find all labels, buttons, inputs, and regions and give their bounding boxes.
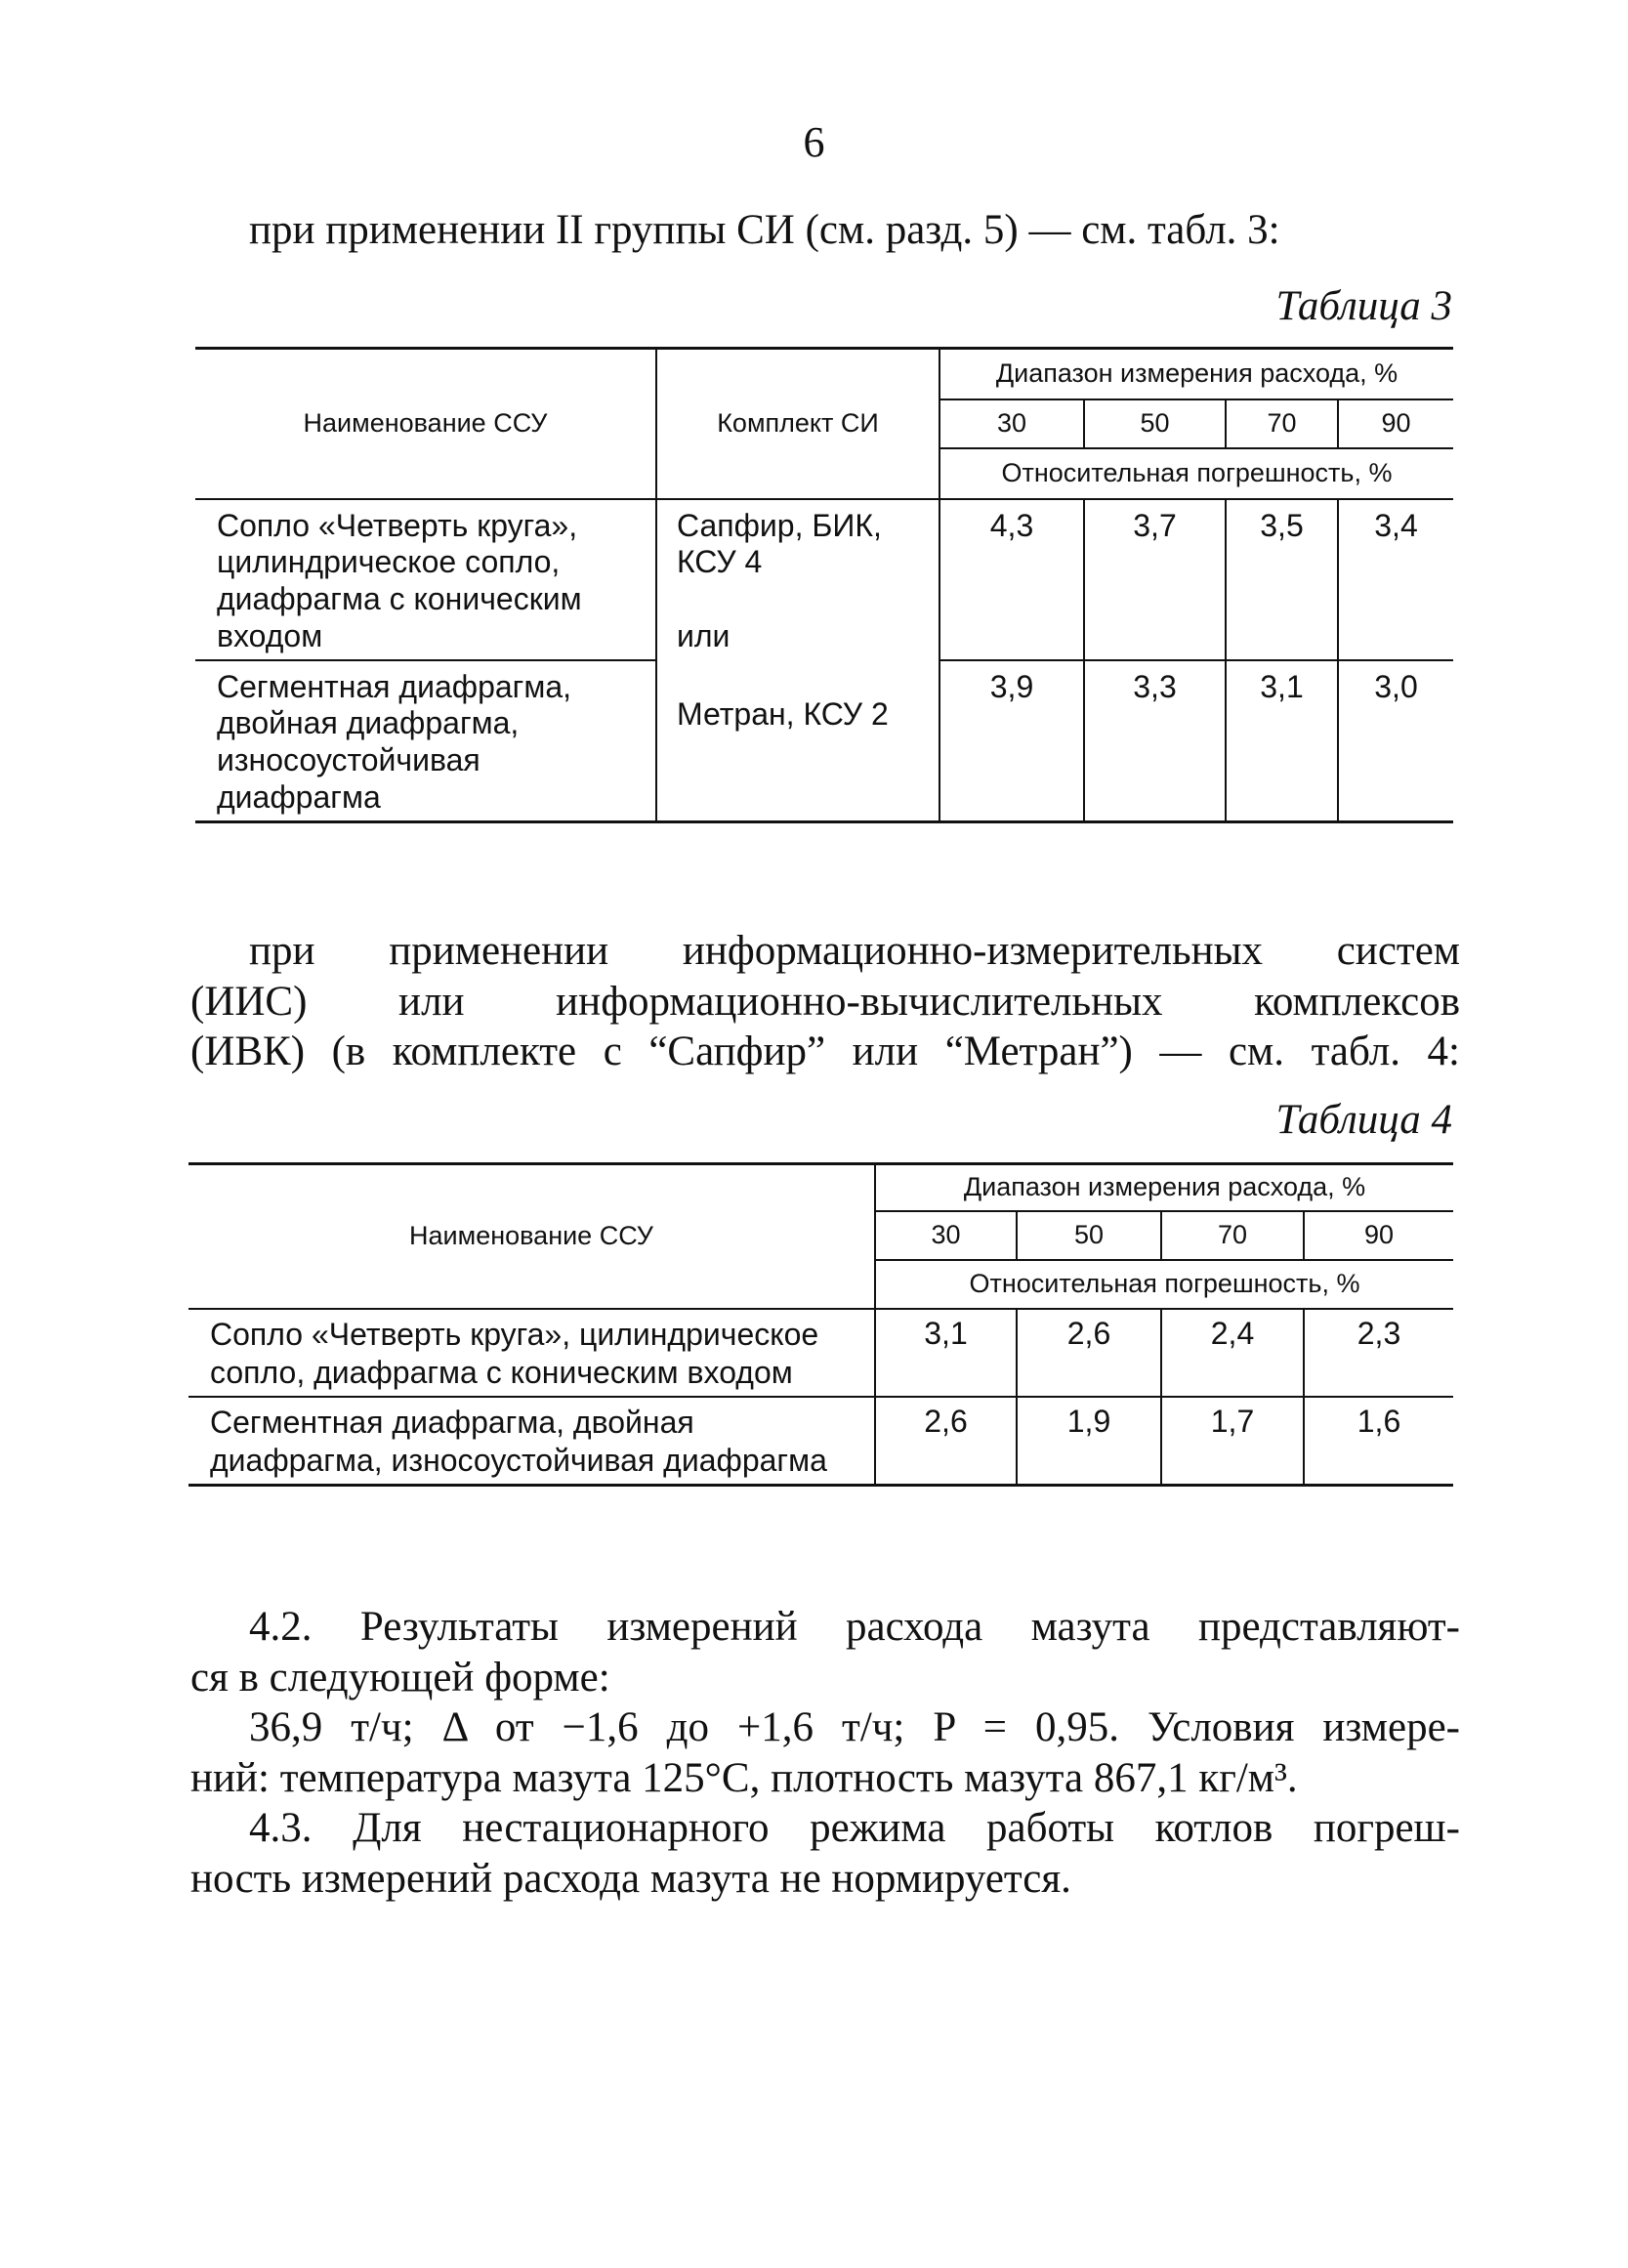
s43-line-1: 4.3. Для нестационарного режима работы котлов погреш- [249, 1805, 1460, 1852]
para2-line-2: (ИИС) или информационно-вычислительных комплексов [190, 978, 1460, 1025]
table3-r1-v90: 3,4 [1338, 499, 1453, 660]
kit-line-2: КСУ 4 [677, 544, 763, 580]
table4-range-50: 50 [1017, 1211, 1161, 1260]
table4 [188, 1162, 1453, 1487]
table4-row2-name: Сегментная диафрагма, двойная диафрагма, износоустойчивая диафрагма [188, 1397, 875, 1486]
kit-line-3: Метран, КСУ 2 [677, 695, 889, 732]
table4-caption: Таблица 4 [1275, 1097, 1452, 1143]
table3-range-90: 90 [1338, 399, 1453, 448]
table4-r2-v90: 1,6 [1304, 1397, 1453, 1486]
s42-line-3: 36,9 т/ч; Δ от −1,6 до +1,6 т/ч; P = 0,95. Условия измере- [249, 1704, 1460, 1751]
kit-line-or: или [677, 618, 731, 653]
table3-range-header: Диапазон измерения расхода, % [939, 349, 1453, 399]
table3-range-30: 30 [939, 399, 1084, 448]
table4-r1-v90: 2,3 [1304, 1309, 1453, 1397]
s42-line-2: ся в следующей форме: [190, 1654, 610, 1701]
table4-range-30: 30 [875, 1211, 1017, 1260]
table3-row2-name: Сегментная диафрагма, двойная диафрагма, износоустойчивая диафрагма [195, 660, 656, 822]
table4-r2-v50: 1,9 [1017, 1397, 1161, 1486]
paragraph-iis [190, 926, 1460, 1077]
kit-line-1: Сапфир, БИК, [677, 507, 882, 543]
table4-range-90: 90 [1304, 1211, 1453, 1260]
table3-r1-v70: 3,5 [1226, 499, 1338, 660]
sections-4-2-4-3 [190, 1602, 1460, 1905]
para2-line-3: (ИВК) (в комплекте с “Сапфир” или “Метран”) — см. табл. 4: [190, 1029, 1460, 1075]
table3-r1-v30: 4,3 [939, 499, 1084, 660]
table3-r2-v50: 3,3 [1084, 660, 1226, 822]
table3-error-header: Относительная погрешность, % [939, 448, 1453, 499]
s42-line-4: ний: температура мазута 125°C, плотность мазута 867,1 кг/м³. [190, 1754, 1298, 1801]
table3-row1-name: Сопло «Четверть круга», цилиндрическое сопло, диафрагма с коническим входом [195, 499, 656, 660]
s42-line-1: 4.2. Результаты измерений расхода мазута представляют- [249, 1604, 1460, 1650]
page-number: 6 [803, 118, 825, 166]
table3 [195, 347, 1453, 823]
table4-row1-name: Сопло «Четверть круга», цилиндрическое сопло, диафрагма с коническим входом [188, 1309, 875, 1397]
table4-r1-v30: 3,1 [875, 1309, 1017, 1397]
table4-r2-v70: 1,7 [1161, 1397, 1304, 1486]
para2-line-1: при применении информационно-измерительных систем [249, 928, 1460, 974]
table3-header-kit: Комплект СИ [656, 349, 939, 499]
table3-r2-v70: 3,1 [1226, 660, 1338, 822]
table3-range-70: 70 [1226, 399, 1338, 448]
table4-header-name: Наименование ССУ [188, 1164, 875, 1309]
s43-line-2: ность измерений расхода мазута не нормируется. [190, 1855, 1071, 1902]
table4-range-70: 70 [1161, 1211, 1304, 1260]
table3-r1-v50: 3,7 [1084, 499, 1226, 660]
table3-r2-v90: 3,0 [1338, 660, 1453, 822]
table3-range-50: 50 [1084, 399, 1226, 448]
table3-caption: Таблица 3 [1275, 283, 1452, 329]
table3-r2-v30: 3,9 [939, 660, 1084, 822]
table3-header-name: Наименование ССУ [195, 349, 656, 499]
table4-range-header: Диапазон измерения расхода, % [875, 1164, 1453, 1211]
table4-r2-v30: 2,6 [875, 1397, 1017, 1486]
table3-kit-cell [656, 499, 939, 822]
intro-line: при применении II группы СИ (см. разд. 5) — см. табл. 3: [249, 207, 1280, 253]
table4-r1-v50: 2,6 [1017, 1309, 1161, 1397]
table4-r1-v70: 2,4 [1161, 1309, 1304, 1397]
table4-error-header: Относительная погрешность, % [875, 1260, 1453, 1309]
